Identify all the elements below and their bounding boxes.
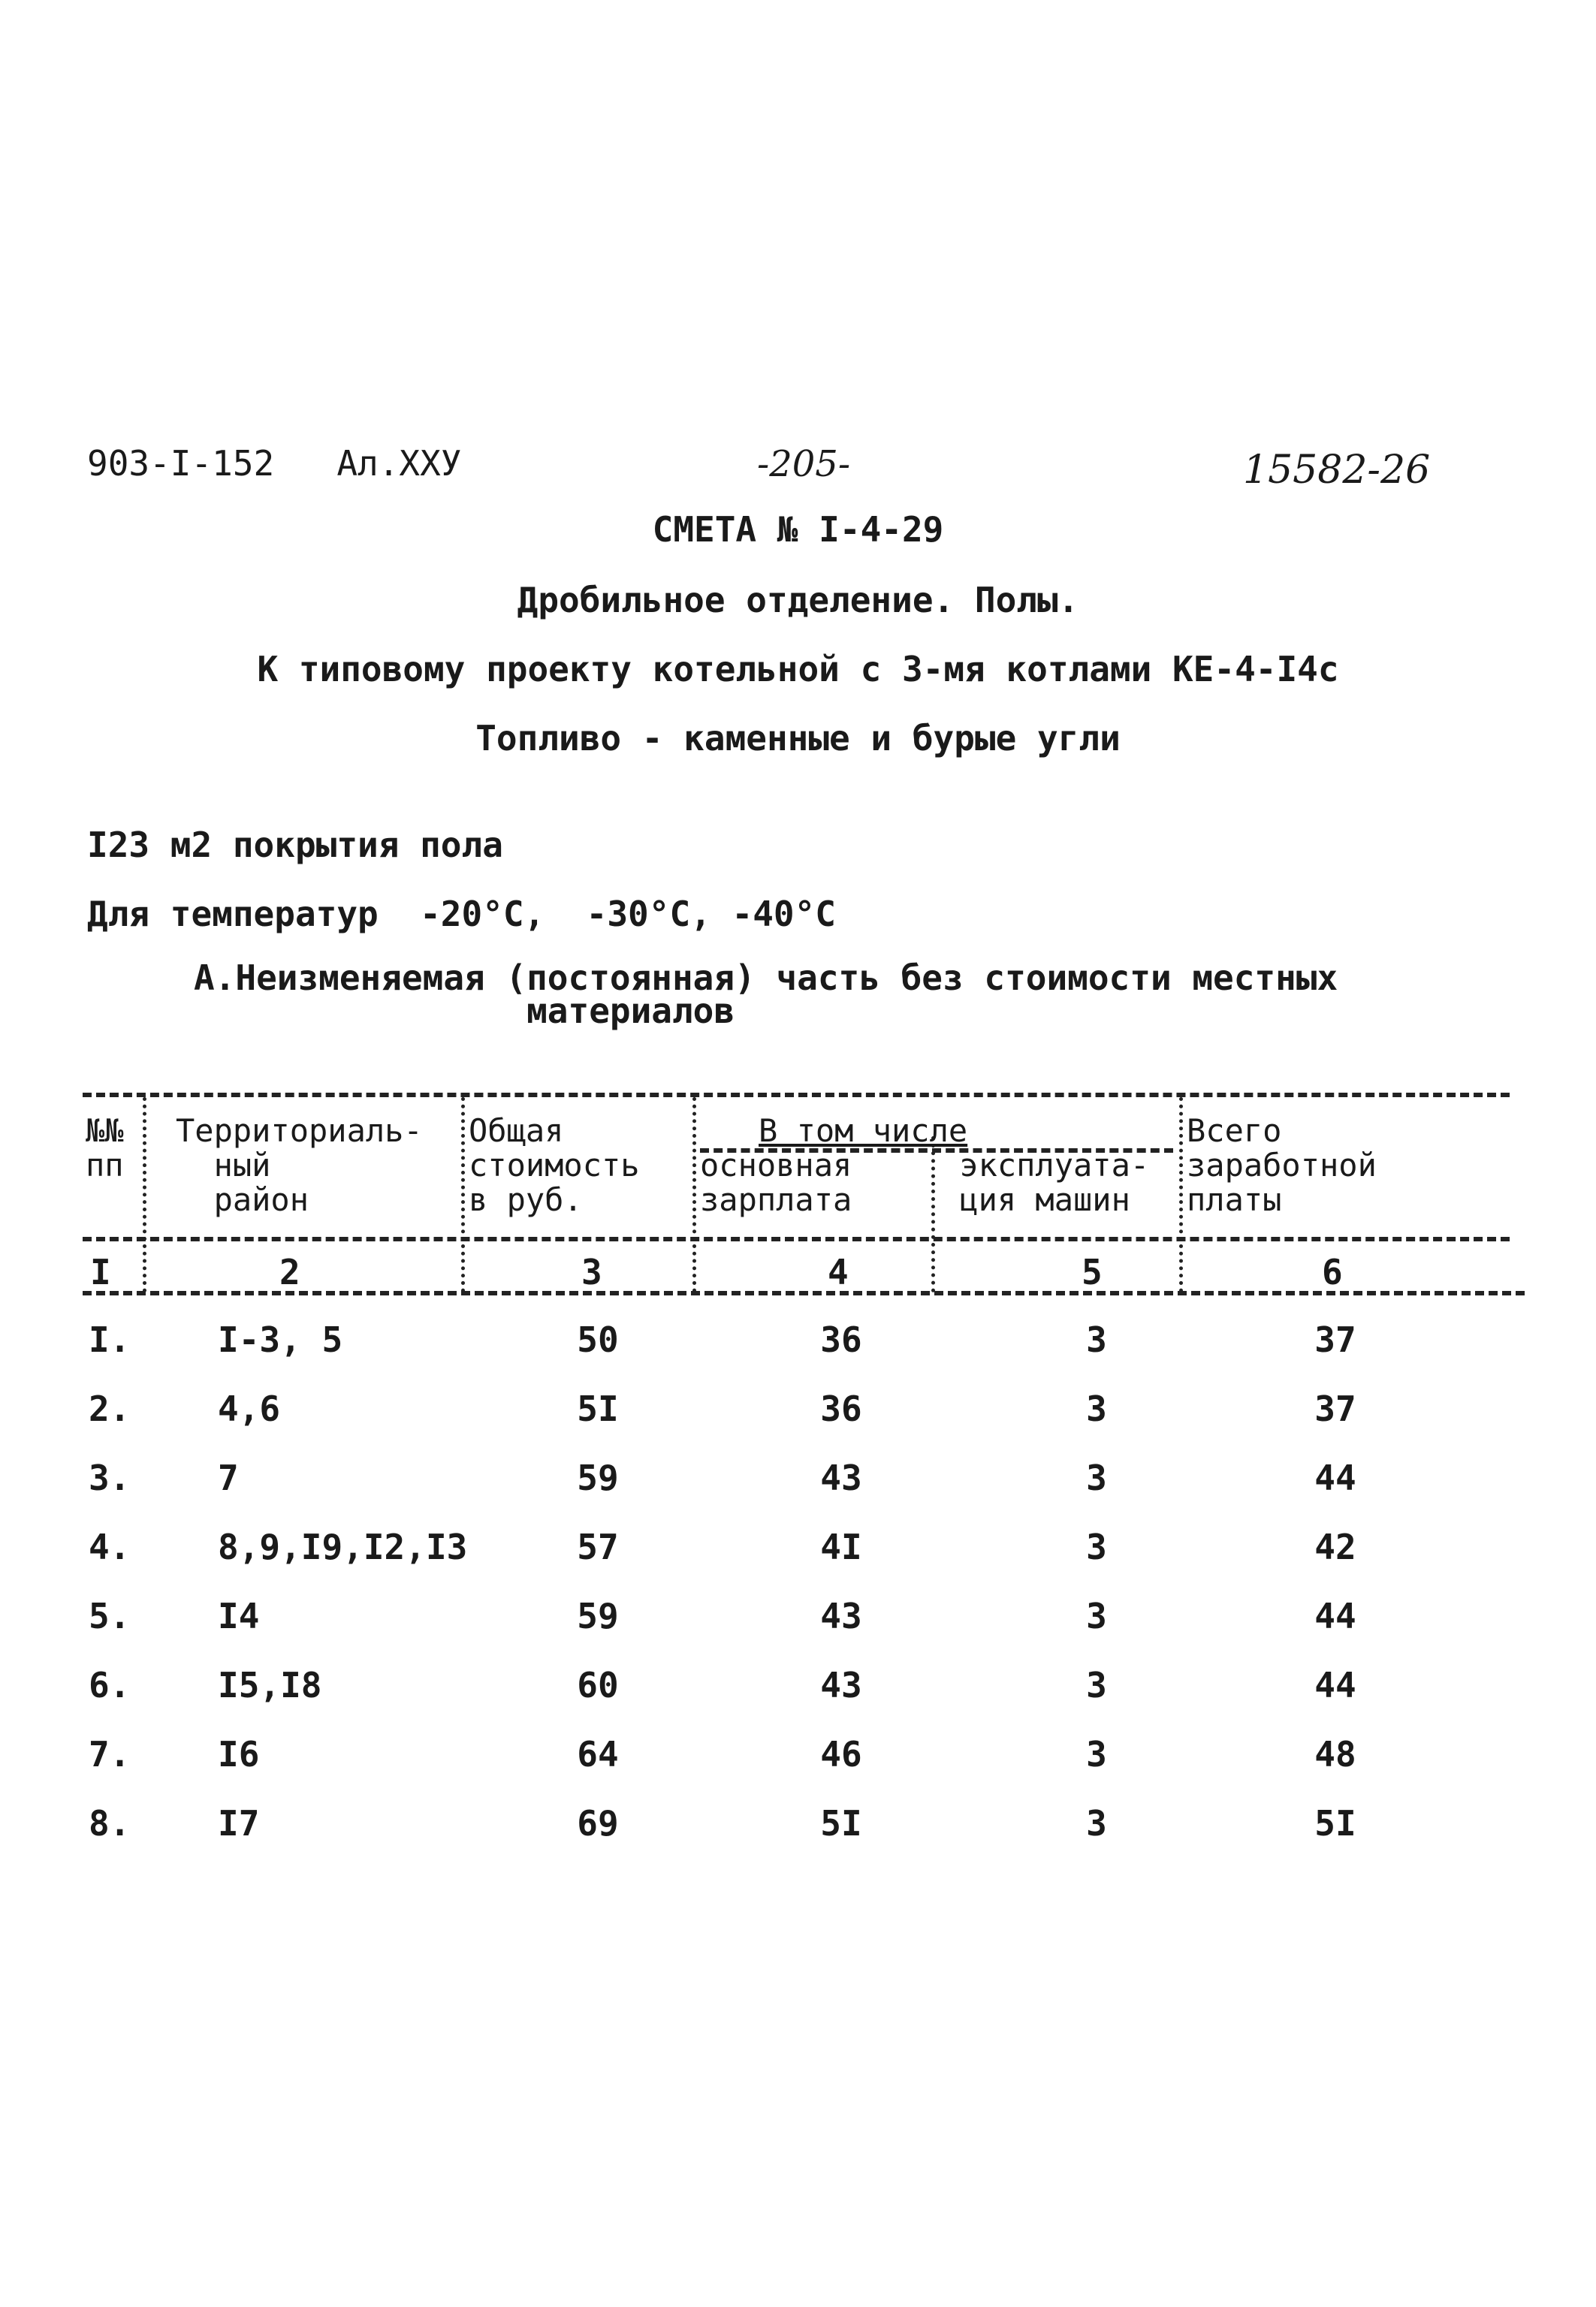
- sheet-code: 15582-26: [1243, 448, 1431, 493]
- page-number: -205-: [757, 443, 851, 485]
- fuel-title: Топливо - каменные и бурые угли: [475, 718, 1121, 758]
- table-row: [83, 1458, 1525, 1527]
- cell-region: I7: [218, 1803, 260, 1844]
- cell-wages-total: 42: [1314, 1527, 1356, 1567]
- table-row: [83, 1389, 1525, 1458]
- cell-region: I6: [218, 1734, 260, 1775]
- cell-machines: 3: [1086, 1527, 1107, 1567]
- cell-wages-total: 5I: [1314, 1803, 1356, 1844]
- column-number: 6: [1322, 1252, 1343, 1292]
- cell-total: 59: [577, 1458, 619, 1498]
- column-number: 3: [581, 1252, 602, 1292]
- header-row-number: №№ пп: [86, 1112, 124, 1184]
- column-separator: [143, 1097, 146, 1292]
- cell-wages-total: 44: [1314, 1458, 1356, 1498]
- header-total-wages: Всего заработной платы: [1187, 1112, 1377, 1218]
- cell-number: 2.: [89, 1389, 131, 1429]
- cell-salary: 5I: [820, 1803, 862, 1844]
- column-separator: [931, 1136, 935, 1292]
- area-line: I23 м2 покрытия пола: [87, 825, 503, 865]
- cell-machines: 3: [1086, 1389, 1107, 1429]
- cell-wages-total: 37: [1314, 1319, 1356, 1360]
- cell-machines: 3: [1086, 1458, 1107, 1498]
- cell-wages-total: 48: [1314, 1734, 1356, 1775]
- cell-total: 57: [577, 1527, 619, 1567]
- column-number: 2: [279, 1252, 300, 1292]
- column-number: I: [90, 1252, 111, 1292]
- table-row: [83, 1665, 1525, 1734]
- header-base-salary: основная зарплата: [700, 1147, 852, 1218]
- cell-salary: 4I: [820, 1527, 862, 1567]
- department-title: Дробильное отделение. Полы.: [517, 580, 1079, 620]
- cell-total: 64: [577, 1734, 619, 1775]
- column-separator: [692, 1097, 696, 1292]
- cell-total: 60: [577, 1665, 619, 1705]
- cell-machines: 3: [1086, 1596, 1107, 1636]
- cell-salary: 43: [820, 1458, 862, 1498]
- table-row: [83, 1734, 1525, 1803]
- table-top-rule: [83, 1093, 1510, 1097]
- cell-region: 4,6: [218, 1389, 281, 1429]
- cell-machines: 3: [1086, 1803, 1107, 1844]
- cell-total: 50: [577, 1319, 619, 1360]
- cell-region: 8,9,I9,I2,I3: [218, 1527, 468, 1567]
- cell-number: 8.: [89, 1803, 131, 1844]
- cell-wages-total: 44: [1314, 1596, 1356, 1636]
- column-separator: [1179, 1097, 1183, 1292]
- cell-total: 69: [577, 1803, 619, 1844]
- column-number: 5: [1082, 1252, 1103, 1292]
- header-machine-operation: эксплуата- ция машин: [959, 1147, 1150, 1218]
- header-group-including: В том числе: [759, 1112, 968, 1149]
- cell-salary: 36: [820, 1389, 862, 1429]
- project-title: К типовому проекту котельной с 3-мя котлами КЕ-4-I4с: [257, 649, 1339, 689]
- cell-salary: 46: [820, 1734, 862, 1775]
- cell-salary: 36: [820, 1319, 862, 1360]
- table-row: [83, 1803, 1525, 1872]
- column-separator: [461, 1097, 465, 1292]
- cell-number: 4.: [89, 1527, 131, 1567]
- cell-number: 5.: [89, 1596, 131, 1636]
- cell-region: I5,I8: [218, 1665, 322, 1705]
- cell-machines: 3: [1086, 1665, 1107, 1705]
- column-number: 4: [828, 1252, 849, 1292]
- cell-wages-total: 37: [1314, 1389, 1356, 1429]
- cell-region: 7: [218, 1458, 239, 1498]
- cell-number: 7.: [89, 1734, 131, 1775]
- cell-machines: 3: [1086, 1734, 1107, 1775]
- section-title: А.Неизменяемая (постоянная) часть без стоимости местных материалов: [194, 957, 1338, 1031]
- cell-total: 5I: [577, 1389, 619, 1429]
- header-region: Территориаль- ный район: [176, 1112, 423, 1218]
- header-bottom-rule: [83, 1237, 1510, 1241]
- header-total-cost: Общая стоимость в руб.: [469, 1112, 640, 1218]
- cell-number: 3.: [89, 1458, 131, 1498]
- temperature-line: Для температур -20°С, -30°С, -40°С: [87, 894, 836, 934]
- cell-number: I.: [89, 1319, 131, 1360]
- cell-region: I-3, 5: [218, 1319, 343, 1360]
- cell-region: I4: [218, 1596, 260, 1636]
- cell-salary: 43: [820, 1596, 862, 1636]
- cell-total: 59: [577, 1596, 619, 1636]
- estimate-table: [83, 1093, 1525, 1877]
- cell-salary: 43: [820, 1665, 862, 1705]
- table-row: [83, 1527, 1525, 1596]
- cell-machines: 3: [1086, 1319, 1107, 1360]
- table-row: [83, 1596, 1525, 1665]
- estimate-title: СМЕТА № I-4-29: [652, 509, 944, 550]
- cell-wages-total: 44: [1314, 1665, 1356, 1705]
- table-row: [83, 1319, 1525, 1389]
- document-code: 903-I-152 Ал.ХХУ: [87, 443, 462, 484]
- cell-number: 6.: [89, 1665, 131, 1705]
